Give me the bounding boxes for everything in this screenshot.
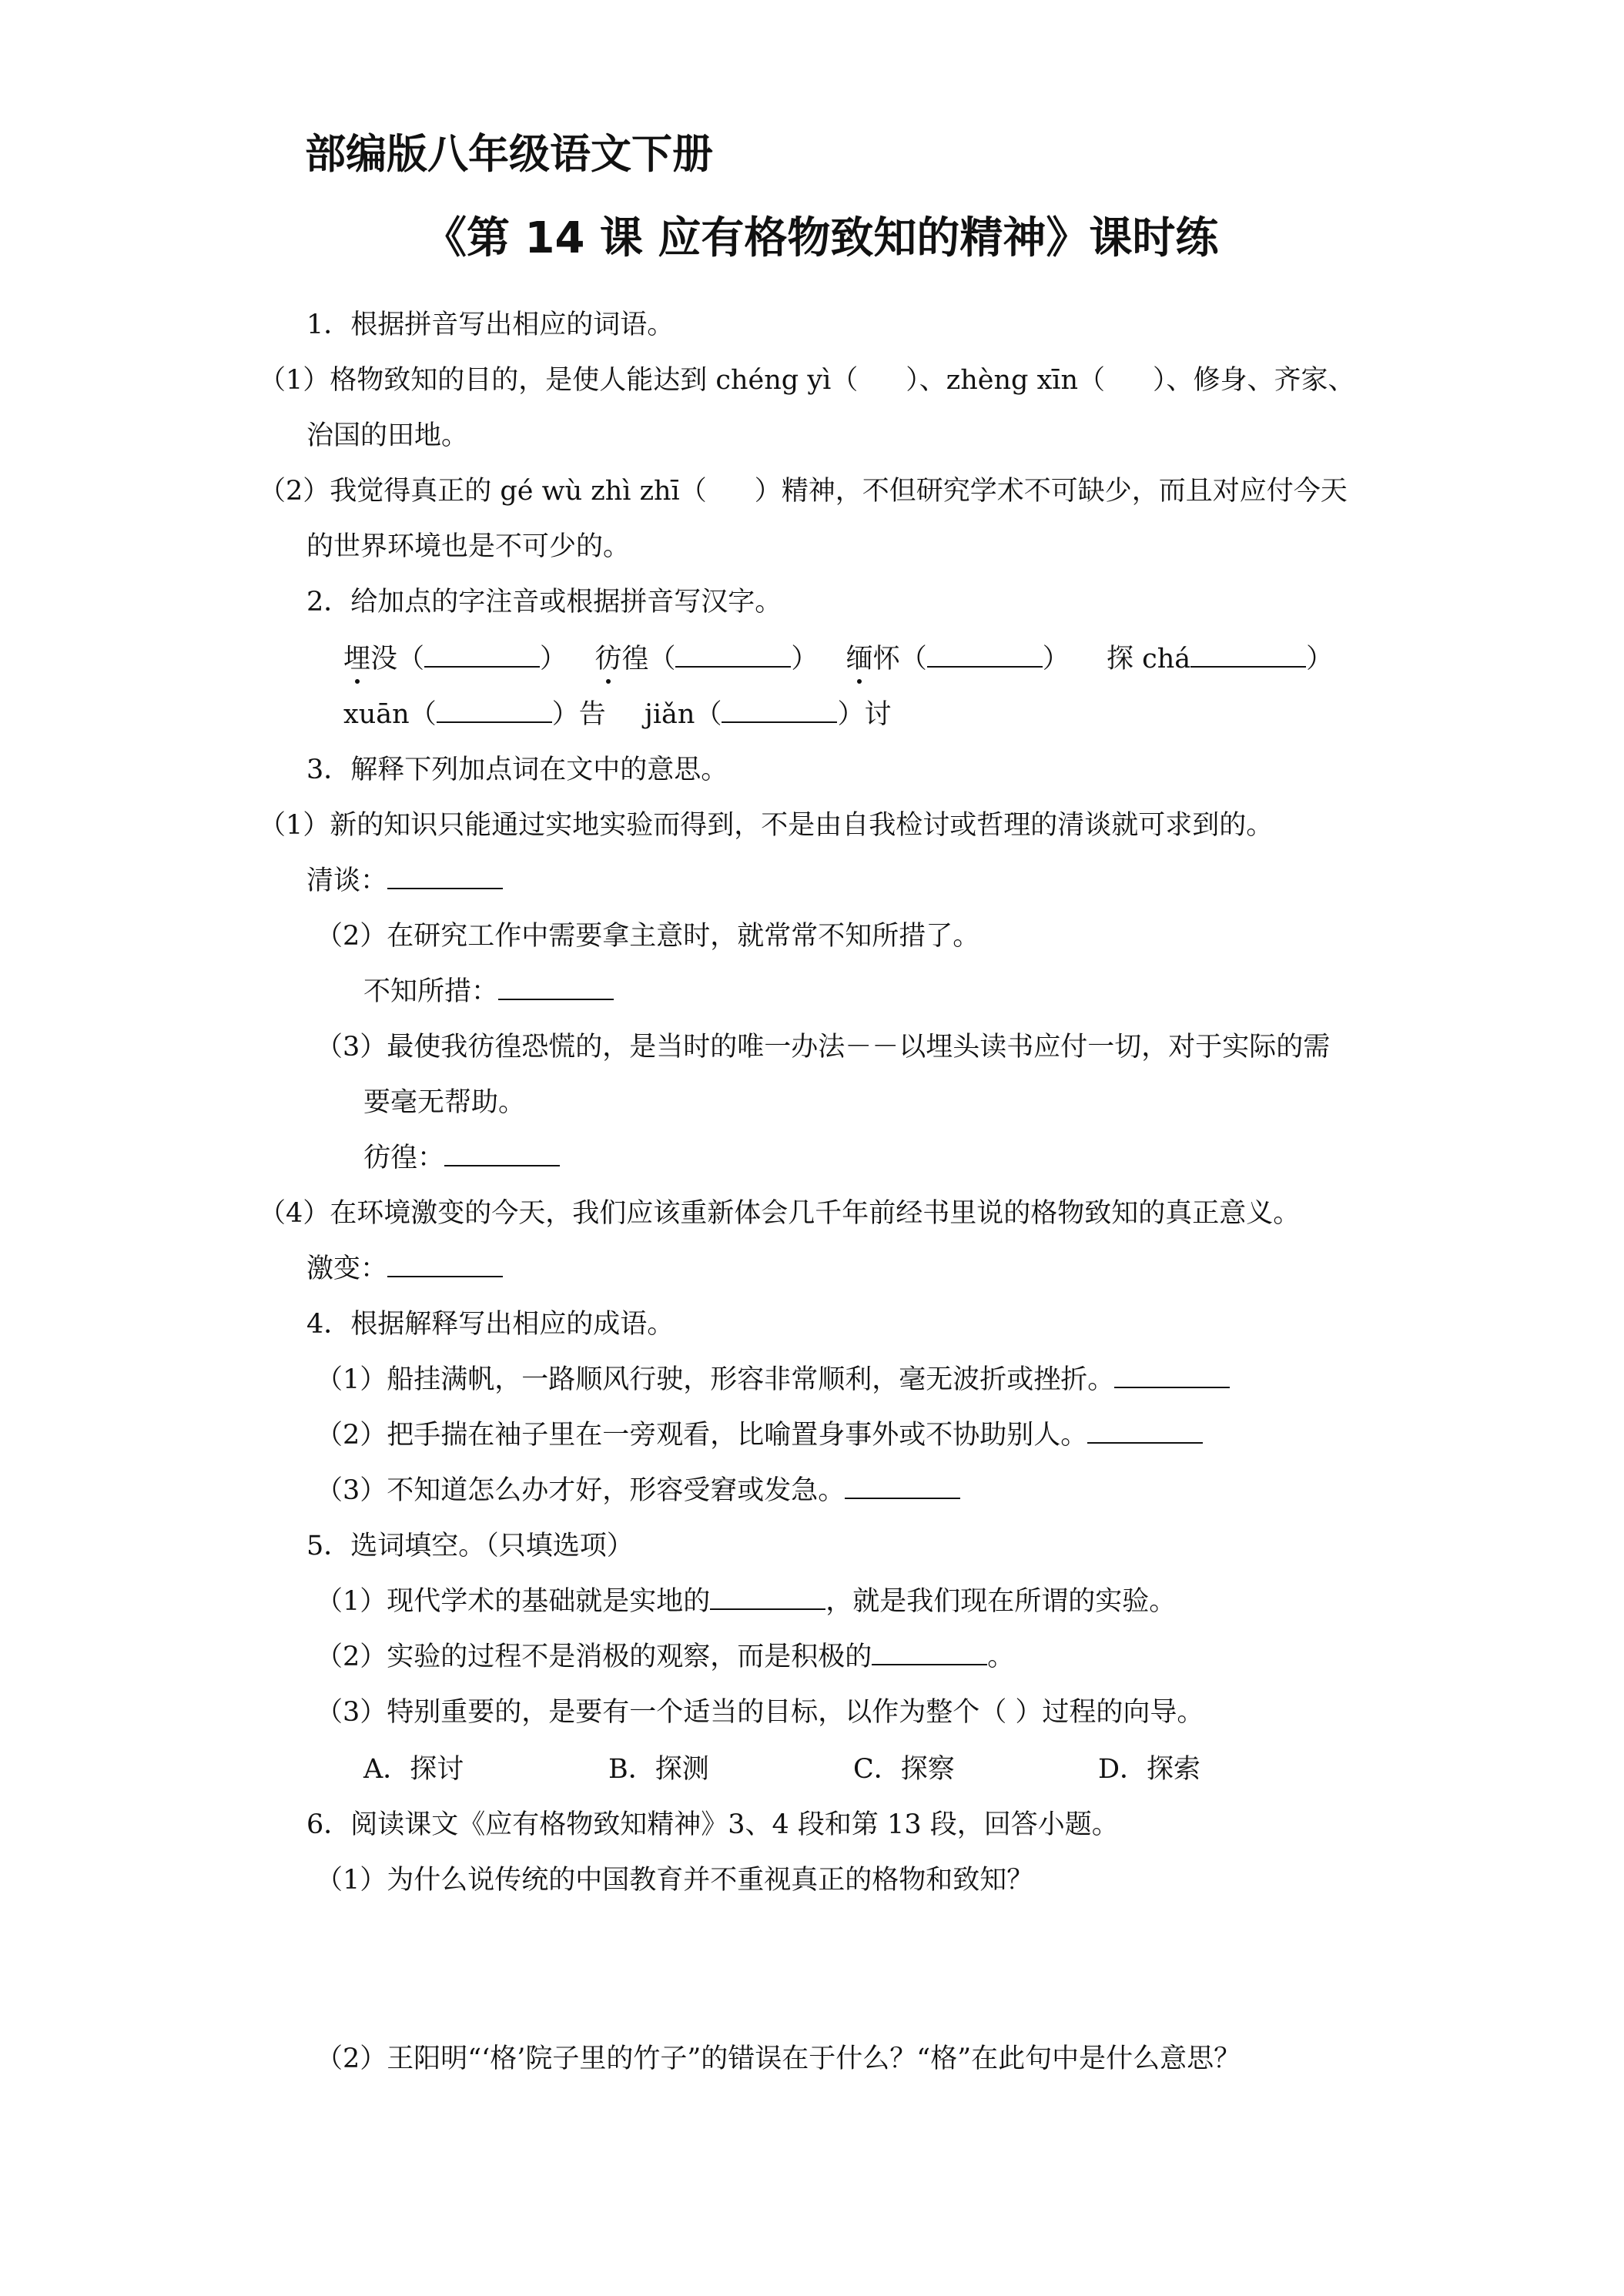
item-text-tail: ，就是我们现在所谓的实验。 — [825, 1586, 1177, 1617]
q5-item-2 — [316, 1638, 1014, 1675]
q2-stem: 2．给加点的字注音或根据拼音写汉字。 — [306, 587, 782, 618]
xuan-label: xuān（ — [343, 699, 437, 730]
tan-cha-label: 探 chá — [1107, 644, 1191, 674]
word-rest: 怀 — [872, 644, 900, 674]
answer-blank[interactable] — [872, 1639, 987, 1665]
q2-row1 — [343, 641, 1333, 678]
item-text-tail: 。 — [987, 1642, 1015, 1672]
q1-part1-text-a: （1）格物致知的目的，是使人能达到 chéng yì（ — [259, 365, 859, 396]
answer-blank[interactable] — [437, 697, 552, 723]
paren-open: （ — [397, 644, 425, 674]
page-title: 《第 14 课 应有格物致知的精神》课时练 — [424, 213, 1219, 263]
q6-answer-area-2[interactable] — [316, 2080, 1317, 2250]
answer-label: 不知所措： — [363, 976, 499, 1007]
answer-blank[interactable] — [927, 641, 1043, 668]
item-text: （2）把手揣在袖子里在一旁观看，比喻置身事外或不协助别人。 — [316, 1420, 1088, 1451]
q3-stem: 3．解释下列加点词在文中的意思。 — [306, 755, 728, 785]
item-text: （1）现代学术的基础就是实地的 — [316, 1586, 711, 1617]
item-text: （2）实验的过程不是消极的观察，而是积极的 — [316, 1642, 872, 1672]
q3-sentence-2: （2）在研究工作中需要拿主意时，就常常不知所措了。 — [316, 921, 980, 952]
paren-open: （ — [899, 644, 927, 674]
paren-close: ） — [1306, 644, 1334, 674]
item-text: （3）不知道怎么办才好，形容受窘或发急。 — [316, 1475, 845, 1506]
jian-suffix: ）讨 — [837, 699, 892, 730]
option-a[interactable]: A．探讨 — [363, 1754, 464, 1785]
q1-part2-text-b: ）精神，不但研究学术不可缺少，而且对应付今天 — [754, 476, 1348, 507]
q1-stem: 1．根据拼音写出相应的词语。 — [306, 310, 675, 340]
q4-item-1 — [316, 1361, 1230, 1398]
q4-stem: 4．根据解释写出相应的成语。 — [306, 1309, 675, 1340]
paren-close: ） — [791, 644, 819, 674]
q3-sentence-3-cont: 要毫无帮助。 — [363, 1087, 526, 1118]
answer-blank[interactable] — [1190, 641, 1306, 668]
q3-sentence-4: （4）在环境激变的今天，我们应该重新体会几千年前经书里说的格物致知的真正意义。 — [259, 1198, 1301, 1229]
answer-blank[interactable] — [1087, 1417, 1203, 1444]
q1-part1-text-b: ）、zhèng xīn（ — [906, 365, 1106, 396]
q3-answer-3 — [363, 1140, 560, 1176]
paren-close: ） — [1042, 644, 1070, 674]
dotted-char: 缅 — [846, 641, 873, 678]
q1-part2 — [259, 473, 1348, 510]
q6-stem: 6．阅读课文《应有格物致知精神》3、4 段和第 13 段，回答小题。 — [306, 1809, 1119, 1840]
q3-answer-4 — [306, 1250, 503, 1287]
q2-row2 — [343, 696, 891, 733]
q4-item-3 — [316, 1472, 960, 1509]
item-text: （1）船挂满帆，一路顺风行驶，形容非常顺利，毫无波折或挫折。 — [316, 1364, 1115, 1395]
option-d[interactable]: D．探索 — [1098, 1754, 1201, 1785]
option-b[interactable]: B．探测 — [608, 1754, 709, 1785]
answer-blank[interactable] — [675, 641, 791, 668]
q6-item-1: （1）为什么说传统的中国教育并不重视真正的格物和致知？ — [316, 1865, 1034, 1896]
answer-blank[interactable] — [387, 863, 503, 889]
option-c[interactable]: C．探察 — [853, 1754, 955, 1785]
answer-label: 清谈： — [306, 865, 388, 896]
q5-options — [363, 1751, 1200, 1788]
q1-part1-text-c: ）、修身、齐家、 — [1153, 365, 1355, 396]
word-rest: 没 — [370, 644, 398, 674]
answer-blank[interactable] — [722, 697, 837, 723]
q5-stem: 5．选词填空。（只填选项） — [306, 1531, 634, 1561]
q1-part1-cont: 治国的田地。 — [306, 420, 469, 451]
answer-blank[interactable] — [424, 641, 540, 668]
answer-blank[interactable] — [387, 1251, 503, 1277]
q4-item-2 — [316, 1417, 1203, 1454]
paren-open: （ — [648, 644, 676, 674]
q6-answer-area-1[interactable] — [316, 1902, 1317, 2033]
answer-blank[interactable] — [1114, 1362, 1230, 1388]
q6-item-2: （2）王阳明“‘格’院子里的竹子”的错误在于什么？“格”在此句中是什么意思？ — [316, 2043, 1241, 2074]
q3-sentence-1: （1）新的知识只能通过实地实验而得到，不是由自我检讨或哲理的清谈就可求到的。 — [259, 810, 1274, 841]
paren-close: ） — [540, 644, 568, 674]
dotted-char: 彷 — [594, 641, 621, 678]
q1-part1 — [259, 362, 1355, 399]
dotted-char: 埋 — [343, 641, 370, 678]
q3-sentence-3: （3）最使我彷徨恐慌的，是当时的唯一办法－－以埋头读书应付一切，对于实际的需 — [316, 1032, 1331, 1063]
jian-label: jiǎn（ — [645, 699, 722, 730]
q1-part2-cont: 的世界环境也是不可少的。 — [306, 531, 631, 562]
xuan-suffix: ）告 — [551, 699, 606, 730]
series-heading: 部编版八年级语文下册 — [305, 131, 713, 178]
q1-part2-text-a: （2）我觉得真正的 gé wù zhì zhī（ — [259, 476, 707, 507]
word-rest: 徨 — [621, 644, 649, 674]
answer-blank[interactable] — [498, 974, 614, 1000]
answer-label: 激变： — [306, 1253, 388, 1284]
q5-item-1 — [316, 1583, 1176, 1620]
answer-label: 彷徨： — [363, 1143, 445, 1173]
q5-item-3: （3）特别重要的，是要有一个适当的目标，以作为整个（ ）过程的向导。 — [316, 1697, 1204, 1728]
answer-blank[interactable] — [710, 1584, 825, 1610]
answer-blank[interactable] — [845, 1473, 960, 1499]
q3-answer-2 — [363, 973, 614, 1010]
q3-answer-1 — [306, 862, 503, 899]
answer-blank[interactable] — [444, 1140, 560, 1166]
